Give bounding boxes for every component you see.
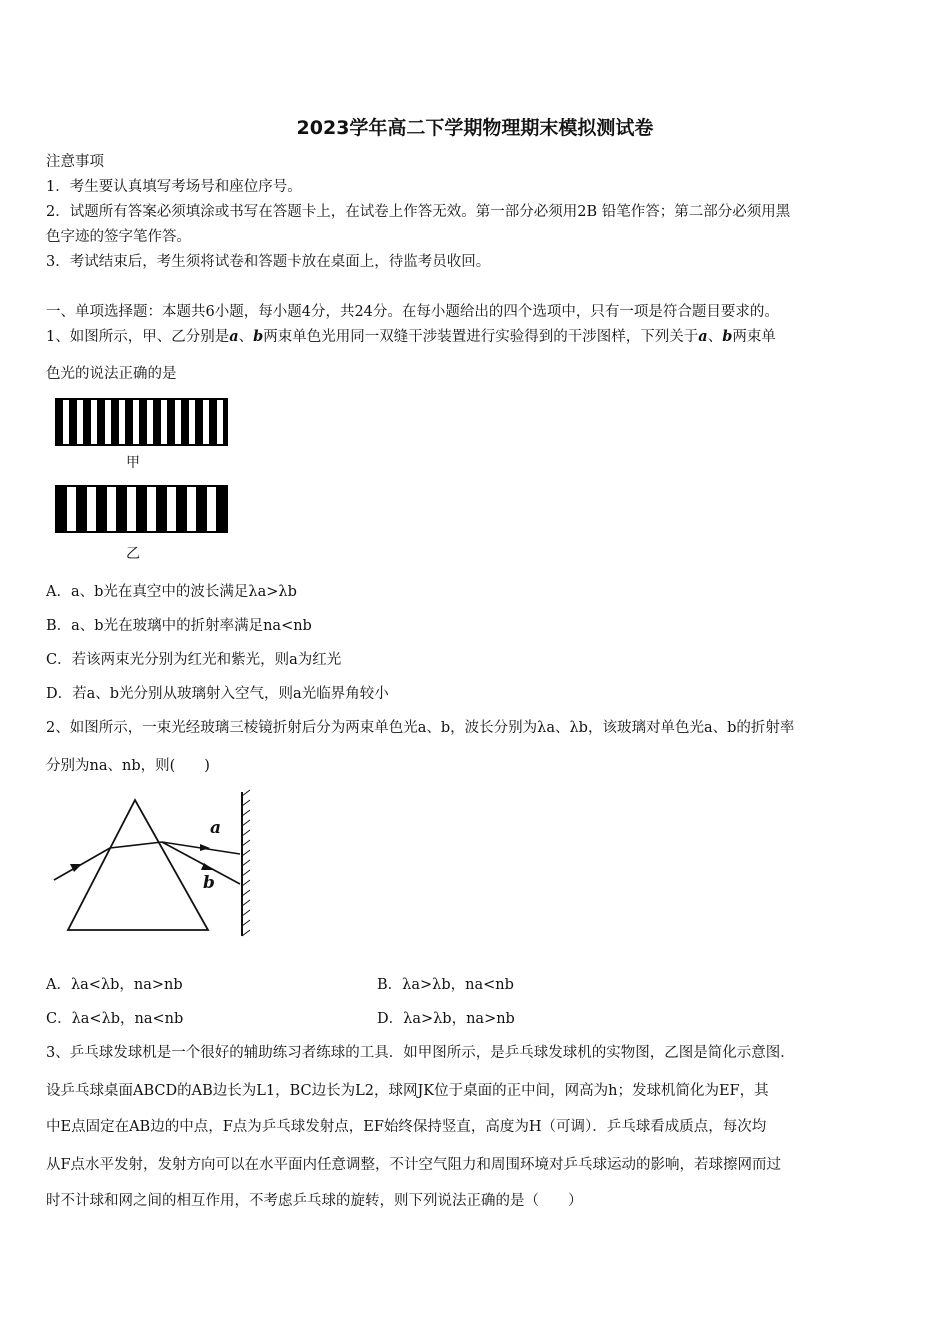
figure-label-yi: 乙 <box>126 546 140 562</box>
notice-item-2-cont: 色字迹的签字笔作答。 <box>46 229 191 245</box>
q3-line-2: 设乒乓球桌面ABCD的AB边长为L1，BC边长为L2，球网JK位于桌面的正中间，网高为h；发球机简化为EF，其 <box>46 1083 769 1099</box>
interference-pattern-2 <box>55 485 228 533</box>
ray-label-a: a <box>210 818 222 838</box>
q3-line-1: 3、乒乓球发球机是一个很好的辅助练习者练球的工具．如甲图所示，是乒乓球发球机的实物图，乙图是简化示意图． <box>46 1045 795 1061</box>
q1-option-a[interactable]: A．a、b光在真空中的波长满足λa>λb <box>46 584 297 600</box>
q1-stem-line-1 <box>46 327 776 347</box>
q1-var-b: b <box>722 328 733 345</box>
q1-var-a: a <box>229 328 239 345</box>
prism-triangle <box>68 800 208 930</box>
q1-var-b: b <box>253 328 264 345</box>
q2-stem-line-1: 2、如图所示，一束光经玻璃三棱镜折射后分为两束单色光a、b，波长分别为λa、λb，该玻璃对单色光a、b的折射率 <box>46 720 795 736</box>
q1-stem-part: 、 <box>238 329 254 345</box>
ray-label-b: b <box>203 873 215 893</box>
section-1-heading: 一、单项选择题：本题共6小题，每小题4分，共24分。在每小题给出的四个选项中，只有一项是符合题目要求的。 <box>46 304 779 320</box>
page-title: 2023学年高二下学期物理期末模拟测试卷 <box>296 117 654 139</box>
internal-ray <box>110 842 162 848</box>
q1-var-a: a <box>698 328 708 345</box>
prism-diagram <box>50 788 260 940</box>
interference-pattern-1 <box>55 398 228 446</box>
q3-line-5: 时不计球和网之间的相互作用，不考虑乒乓球的旋转，则下列说法正确的是（ ） <box>46 1193 583 1209</box>
notice-item-3: 3．考试结束后，考生须将试卷和答题卡放在桌面上，待监考员收回。 <box>46 254 491 270</box>
q1-stem-part: 1、如图所示，甲、乙分别是 <box>46 329 230 345</box>
q1-option-d[interactable]: D．若a、b光分别从玻璃射入空气，则a光临界角较小 <box>46 686 389 702</box>
q1-option-b[interactable]: B．a、b光在玻璃中的折射率满足na<nb <box>46 618 312 634</box>
q2-option-b[interactable]: B．λa>λb，na<nb <box>377 977 514 993</box>
q1-stem-part: 两束单色光用同一双缝干涉装置进行实验得到的干涉图样，下列关于 <box>263 329 699 345</box>
q1-stem-part: 、 <box>707 329 723 345</box>
q2-option-a[interactable]: A．λa<λb，na>nb <box>46 977 183 993</box>
q3-line-3: 中E点固定在AB边的中点，F点为乒乓球发射点，EF始终保持竖直，高度为H（可调）．乒乓球看成质点，每次均 <box>46 1119 767 1135</box>
notice-item-2: 2．试题所有答案必须填涂或书写在答题卡上，在试卷上作答无效。第一部分必须用2B 铅笔作答；第二部分必须用黑 <box>46 204 791 220</box>
q1-stem-part: 两束单 <box>732 329 776 345</box>
figure-label-jia: 甲 <box>126 455 140 471</box>
q2-stem-line-2: 分别为na、nb，则( ) <box>46 758 210 774</box>
notice-heading: 注意事项 <box>46 154 104 170</box>
q2-option-d[interactable]: D．λa>λb，na>nb <box>377 1011 515 1027</box>
q1-stem-line-2: 色光的说法正确的是 <box>46 366 177 382</box>
q1-option-c[interactable]: C．若该两束光分别为红光和紫光，则a为红光 <box>46 652 342 668</box>
q3-line-4: 从F点水平发射，发射方向可以在水平面内任意调整，不计空气阻力和周围环境对乒乓球运动的影响，若球擦网而过 <box>46 1157 782 1173</box>
q2-option-c[interactable]: C．λa<λb，na<nb <box>46 1011 184 1027</box>
notice-item-1: 1．考生要认真填写考场号和座位序号。 <box>46 179 302 195</box>
